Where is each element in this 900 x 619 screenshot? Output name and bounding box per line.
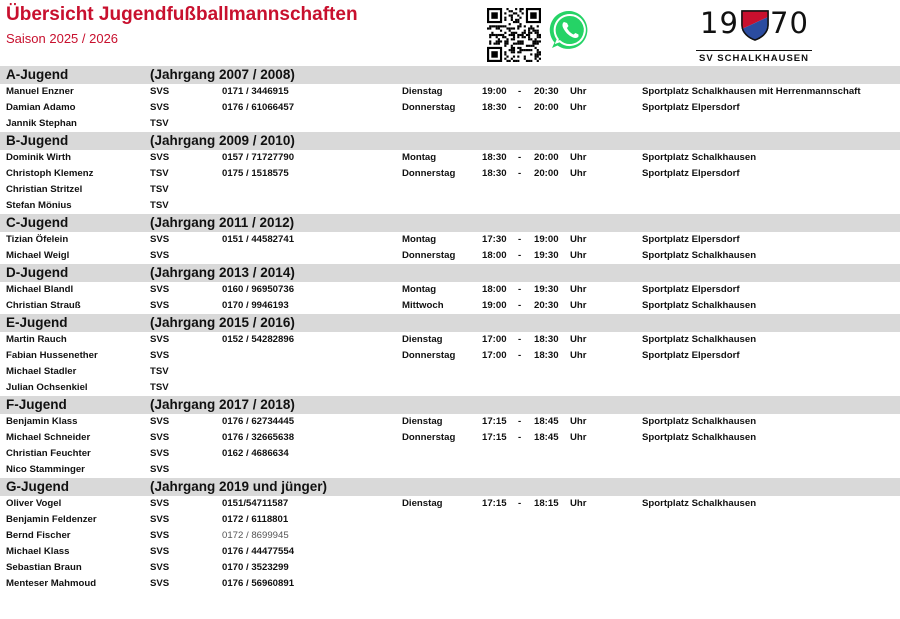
coach-end: 18:30 [534, 350, 559, 361]
time-separator: - [518, 498, 522, 509]
coach-start: 18:30 [482, 152, 507, 163]
time-separator: - [518, 102, 522, 113]
coach-start: 17:00 [482, 350, 507, 361]
coach-club: SVS [150, 284, 170, 295]
team-section-header [0, 214, 900, 232]
coach-name: Manuel Enzner [6, 86, 74, 97]
coach-row [0, 182, 900, 198]
coach-row [0, 166, 900, 182]
coach-day: Donnerstag [402, 250, 456, 261]
coach-unit: Uhr [570, 168, 587, 179]
team-section-header [0, 66, 900, 84]
coach-phone[interactable]: 0171 / 3446915 [222, 86, 289, 97]
coach-row [0, 414, 900, 430]
team-section-header [0, 264, 900, 282]
coach-row [0, 364, 900, 380]
time-separator: - [518, 168, 522, 179]
coach-start: 17:00 [482, 334, 507, 345]
coach-name: Julian Ochsenkiel [6, 382, 88, 393]
coach-phone[interactable]: 0151/54711587 [222, 498, 289, 509]
coach-phone[interactable]: 0151 / 44582741 [222, 234, 295, 245]
coach-club: SVS [150, 102, 170, 113]
coach-row [0, 512, 900, 528]
team-section-header [0, 396, 900, 414]
coach-name: Christian Strauß [6, 300, 81, 311]
coach-row [0, 198, 900, 214]
coach-end: 19:00 [534, 234, 559, 245]
coach-name: Tizian Öfelein [6, 234, 69, 245]
coach-row [0, 116, 900, 132]
coach-unit: Uhr [570, 300, 587, 311]
coach-unit: Uhr [570, 334, 587, 345]
coach-name: Christoph Klemenz [6, 168, 94, 179]
coach-end: 18:45 [534, 432, 559, 443]
header [0, 0, 900, 66]
coach-club: TSV [150, 382, 169, 393]
coach-day: Mittwoch [402, 300, 444, 311]
coach-phone[interactable]: 0176 / 61066457 [222, 102, 295, 113]
coach-row [0, 150, 900, 166]
coach-club: TSV [150, 118, 169, 129]
coach-club: TSV [150, 366, 169, 377]
team-name: A-Jugend [6, 67, 69, 82]
coach-name: Benjamin Klass [6, 416, 78, 427]
time-separator: - [518, 234, 522, 245]
coach-place: Sportplatz Schalkhausen [642, 498, 757, 509]
logo-year-right: 70 [770, 6, 809, 40]
coach-row [0, 298, 900, 314]
coach-start: 18:30 [482, 102, 507, 113]
coach-start: 18:00 [482, 284, 507, 295]
time-separator: - [518, 250, 522, 261]
coach-place: Sportplatz Schalkhausen [642, 250, 757, 261]
coach-club: TSV [150, 200, 169, 211]
time-separator: - [518, 300, 522, 311]
coach-day: Donnerstag [402, 102, 456, 113]
teams-table [0, 66, 900, 592]
coach-end: 18:15 [534, 498, 559, 509]
coach-club: SVS [150, 300, 170, 311]
team-year-range: (Jahrgang 2011 / 2012) [150, 215, 295, 230]
coach-club: SVS [150, 562, 170, 573]
coach-row [0, 544, 900, 560]
coach-day: Dienstag [402, 86, 443, 97]
team-year-range: (Jahrgang 2007 / 2008) [150, 67, 295, 82]
coach-club: SVS [150, 578, 170, 589]
coach-end: 20:00 [534, 168, 559, 179]
team-year-range: (Jahrgang 2019 und jünger) [150, 479, 328, 494]
season-subtitle: Saison 2025 / 2026 [6, 31, 119, 46]
coach-end: 18:45 [534, 416, 559, 427]
coach-phone[interactable]: 0172 / 8699945 [222, 530, 289, 541]
team-name: B-Jugend [6, 133, 69, 148]
coach-club: SVS [150, 514, 170, 525]
coach-club: TSV [150, 184, 169, 195]
coach-place: Sportplatz Elpersdorf [642, 350, 740, 361]
coach-name: Jannik Stephan [6, 118, 77, 129]
coach-name: Nico Stamminger [6, 464, 85, 475]
club-crest-icon [740, 9, 770, 41]
coach-day: Donnerstag [402, 432, 456, 443]
team-name: C-Jugend [6, 215, 69, 230]
coach-name: Michael Klass [6, 546, 70, 557]
coach-row [0, 380, 900, 396]
coach-name: Michael Schneider [6, 432, 91, 443]
coach-row [0, 232, 900, 248]
coach-row [0, 282, 900, 298]
coach-row [0, 462, 900, 478]
coach-place: Sportplatz Elpersdorf [642, 102, 740, 113]
coach-end: 20:00 [534, 102, 559, 113]
team-year-range: (Jahrgang 2017 / 2018) [150, 397, 295, 412]
coach-unit: Uhr [570, 498, 587, 509]
time-separator: - [518, 284, 522, 295]
coach-unit: Uhr [570, 102, 587, 113]
coach-day: Dienstag [402, 498, 443, 509]
coach-club: SVS [150, 432, 170, 443]
coach-name: Michael Stadler [6, 366, 77, 377]
coach-name: Dominik Wirth [6, 152, 71, 163]
coach-place: Sportplatz Elpersdorf [642, 234, 740, 245]
page-title: Übersicht Jugendfußballmannschaften [6, 4, 358, 25]
team-section-header [0, 478, 900, 496]
coach-start: 17:15 [482, 498, 507, 509]
coach-place: Sportplatz Schalkhausen [642, 432, 757, 443]
coach-row [0, 528, 900, 544]
team-name: D-Jugend [6, 265, 69, 280]
coach-start: 17:15 [482, 432, 507, 443]
coach-start: 19:00 [482, 86, 507, 97]
coach-name: Menteser Mahmoud [6, 578, 97, 589]
coach-club: SVS [150, 416, 170, 427]
coach-day: Montag [402, 284, 437, 295]
team-year-range: (Jahrgang 2009 / 2010) [150, 133, 295, 148]
coach-name: Damian Adamo [6, 102, 76, 113]
coach-phone[interactable]: 0160 / 96950736 [222, 284, 295, 295]
coach-name: Michael Blandl [6, 284, 74, 295]
team-section-header [0, 132, 900, 150]
team-section-header [0, 314, 900, 332]
logo-year-left: 19 [700, 6, 739, 40]
coach-row [0, 84, 900, 100]
coach-club: SVS [150, 448, 170, 459]
coach-club: SVS [150, 546, 170, 557]
coach-day: Dienstag [402, 334, 443, 345]
coach-phone[interactable]: 0170 / 3523299 [222, 562, 289, 573]
coach-name: Christian Feuchter [6, 448, 91, 459]
coach-end: 20:30 [534, 300, 559, 311]
coach-row [0, 100, 900, 116]
coach-phone[interactable]: 0176 / 62734445 [222, 416, 295, 427]
coach-unit: Uhr [570, 432, 587, 443]
coach-club: SVS [150, 530, 170, 541]
time-separator: - [518, 334, 522, 345]
coach-row [0, 576, 900, 592]
coach-name: Michael Weigl [6, 250, 70, 261]
coach-start: 18:30 [482, 168, 507, 179]
team-year-range: (Jahrgang 2015 / 2016) [150, 315, 295, 330]
coach-day: Dienstag [402, 416, 443, 427]
coach-unit: Uhr [570, 284, 587, 295]
coach-unit: Uhr [570, 250, 587, 261]
coach-phone[interactable]: 0157 / 71727790 [222, 152, 295, 163]
coach-club: SVS [150, 234, 170, 245]
coach-name: Benjamin Feldenzer [6, 514, 97, 525]
coach-place: Sportplatz Schalkhausen [642, 152, 757, 163]
time-separator: - [518, 152, 522, 163]
coach-row [0, 348, 900, 364]
coach-phone[interactable]: 0152 / 54282896 [222, 334, 295, 345]
coach-end: 20:00 [534, 152, 559, 163]
coach-phone[interactable]: 0172 / 6118801 [222, 514, 289, 525]
coach-place: Sportplatz Schalkhausen mit Herrenmannschaft [642, 86, 861, 97]
coach-phone[interactable]: 0176 / 32665638 [222, 432, 295, 443]
team-name: G-Jugend [6, 479, 69, 494]
coach-day: Donnerstag [402, 168, 456, 179]
coach-start: 17:15 [482, 416, 507, 427]
time-separator: - [518, 416, 522, 427]
team-year-range: (Jahrgang 2013 / 2014) [150, 265, 295, 280]
coach-unit: Uhr [570, 350, 587, 361]
coach-club: TSV [150, 168, 169, 179]
coach-place: Sportplatz Schalkhausen [642, 334, 757, 345]
coach-place: Sportplatz Elpersdorf [642, 284, 740, 295]
coach-name: Bernd Fischer [6, 530, 71, 541]
coach-phone[interactable]: 0176 / 56960891 [222, 578, 295, 589]
coach-place: Sportplatz Elpersdorf [642, 168, 740, 179]
coach-phone[interactable]: 0175 / 1518575 [222, 168, 289, 179]
coach-start: 17:30 [482, 234, 507, 245]
coach-end: 19:30 [534, 250, 559, 261]
coach-start: 18:00 [482, 250, 507, 261]
coach-name: Sebastian Braun [6, 562, 82, 573]
coach-row [0, 496, 900, 512]
coach-club: SVS [150, 350, 170, 361]
coach-day: Donnerstag [402, 350, 456, 361]
coach-row [0, 560, 900, 576]
coach-club: SVS [150, 464, 170, 475]
coach-end: 18:30 [534, 334, 559, 345]
coach-club: SVS [150, 334, 170, 345]
club-name: SV SCHALKHAUSEN [696, 50, 812, 64]
coach-name: Oliver Vogel [6, 498, 62, 509]
coach-day: Montag [402, 234, 437, 245]
whatsapp-icon[interactable] [548, 8, 592, 52]
coach-name: Martin Rauch [6, 334, 67, 345]
coach-end: 19:30 [534, 284, 559, 295]
team-name: E-Jugend [6, 315, 68, 330]
coach-day: Montag [402, 152, 437, 163]
coach-unit: Uhr [570, 152, 587, 163]
coach-club: SVS [150, 498, 170, 509]
coach-name: Stefan Mönius [6, 200, 72, 211]
coach-row [0, 332, 900, 348]
coach-phone[interactable]: 0170 / 9946193 [222, 300, 289, 311]
coach-club: SVS [150, 250, 170, 261]
coach-phone[interactable]: 0162 / 4686634 [222, 448, 289, 459]
coach-place: Sportplatz Schalkhausen [642, 416, 757, 427]
team-name: F-Jugend [6, 397, 67, 412]
coach-row [0, 430, 900, 446]
club-logo [696, 6, 812, 62]
time-separator: - [518, 86, 522, 97]
coach-name: Christian Stritzel [6, 184, 83, 195]
coach-name: Fabian Hussenether [6, 350, 98, 361]
coach-row [0, 248, 900, 264]
coach-club: SVS [150, 86, 170, 97]
time-separator: - [518, 432, 522, 443]
coach-place: Sportplatz Schalkhausen [642, 300, 757, 311]
time-separator: - [518, 350, 522, 361]
coach-start: 19:00 [482, 300, 507, 311]
coach-phone[interactable]: 0176 / 44477554 [222, 546, 295, 557]
qr-code-icon[interactable] [487, 8, 541, 62]
coach-club: SVS [150, 152, 170, 163]
coach-end: 20:30 [534, 86, 559, 97]
coach-unit: Uhr [570, 234, 587, 245]
coach-unit: Uhr [570, 416, 587, 427]
coach-row [0, 446, 900, 462]
coach-unit: Uhr [570, 86, 587, 97]
